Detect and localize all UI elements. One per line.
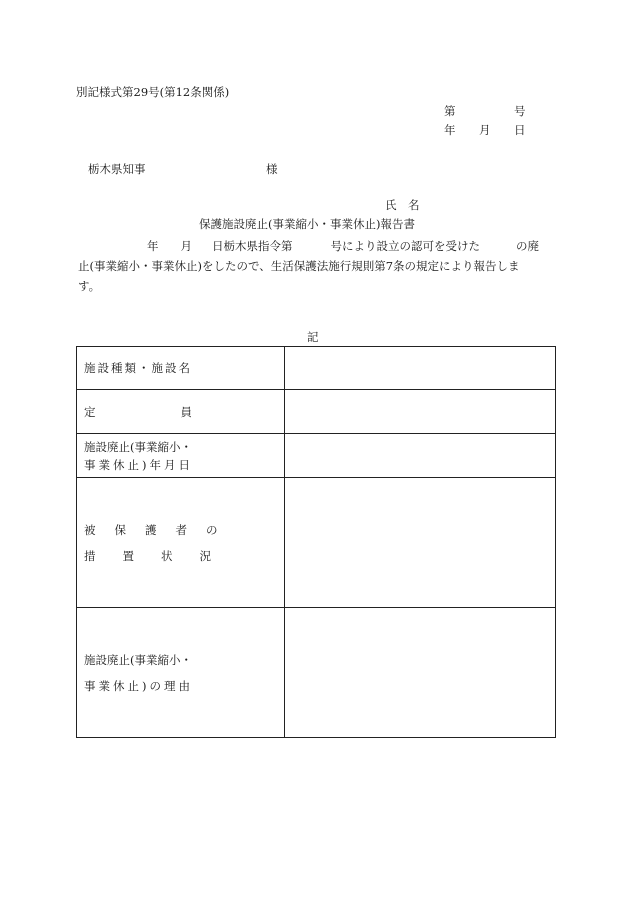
date-month: 月 (479, 123, 491, 137)
row-label-abolish-reason (77, 608, 285, 738)
protected-persons-label-line-2: 措置状況 (84, 548, 238, 563)
row-value-facility[interactable] (285, 347, 556, 390)
abolish-date-label-line-1: 施設廃止(事業縮小・ (84, 439, 192, 454)
abolish-reason-label-line-2: 事業休止)の理由 (84, 678, 193, 693)
body-day-clause: 日栃木県指令第 (212, 239, 293, 253)
row-label-capacity (77, 390, 285, 434)
table-row (77, 478, 556, 608)
table-row (77, 434, 556, 478)
report-body (78, 236, 558, 296)
row-value-abolish-reason[interactable] (285, 608, 556, 738)
body-line-2: 止(事業縮小・事業休止)をしたので、生活保護法施行規則第7条の規定により報告しま (78, 259, 520, 273)
form-number: 別記様式第29号(第12条関係) (76, 85, 230, 99)
body-month: 月 (180, 239, 192, 253)
body-permit-clause: 号により設立の認可を受けた (330, 239, 480, 253)
body-abolish: の廃 (516, 239, 539, 253)
body-year: 年 (147, 239, 159, 253)
row-value-protected-persons[interactable] (285, 478, 556, 608)
table-row (77, 390, 556, 434)
table-row (77, 608, 556, 738)
row-value-abolish-date[interactable] (285, 434, 556, 478)
body-line-3: す。 (78, 279, 101, 293)
ki-label: 記 (307, 330, 319, 344)
document-number-prefix: 第 (444, 104, 456, 118)
document-number-suffix: 号 (514, 104, 526, 118)
report-table (76, 346, 556, 738)
row-label-facility (77, 347, 285, 390)
body-line-1 (78, 236, 558, 256)
capacity-label-text: 定員 (84, 404, 277, 419)
date-day: 日 (514, 123, 526, 137)
addressee-honorific: 様 (266, 162, 278, 176)
row-label-abolish-date (77, 434, 285, 478)
abolish-date-label-line-2: 事業休止)年月日 (84, 457, 193, 472)
date-year: 年 (444, 123, 456, 137)
row-label-protected-persons (77, 478, 285, 608)
sender-name-label: 氏 名 (385, 198, 420, 212)
report-title: 保護施設廃止(事業縮小・事業休止)報告書 (199, 217, 415, 231)
row-value-capacity[interactable] (285, 390, 556, 434)
table-row (77, 347, 556, 390)
addressee-name: 栃木県知事 (88, 162, 146, 176)
facility-label-text: 施設種類・施設名 (84, 361, 192, 375)
protected-persons-label-line-1: 被保護者の (84, 522, 237, 537)
abolish-reason-label-line-1: 施設廃止(事業縮小・ (84, 652, 192, 667)
